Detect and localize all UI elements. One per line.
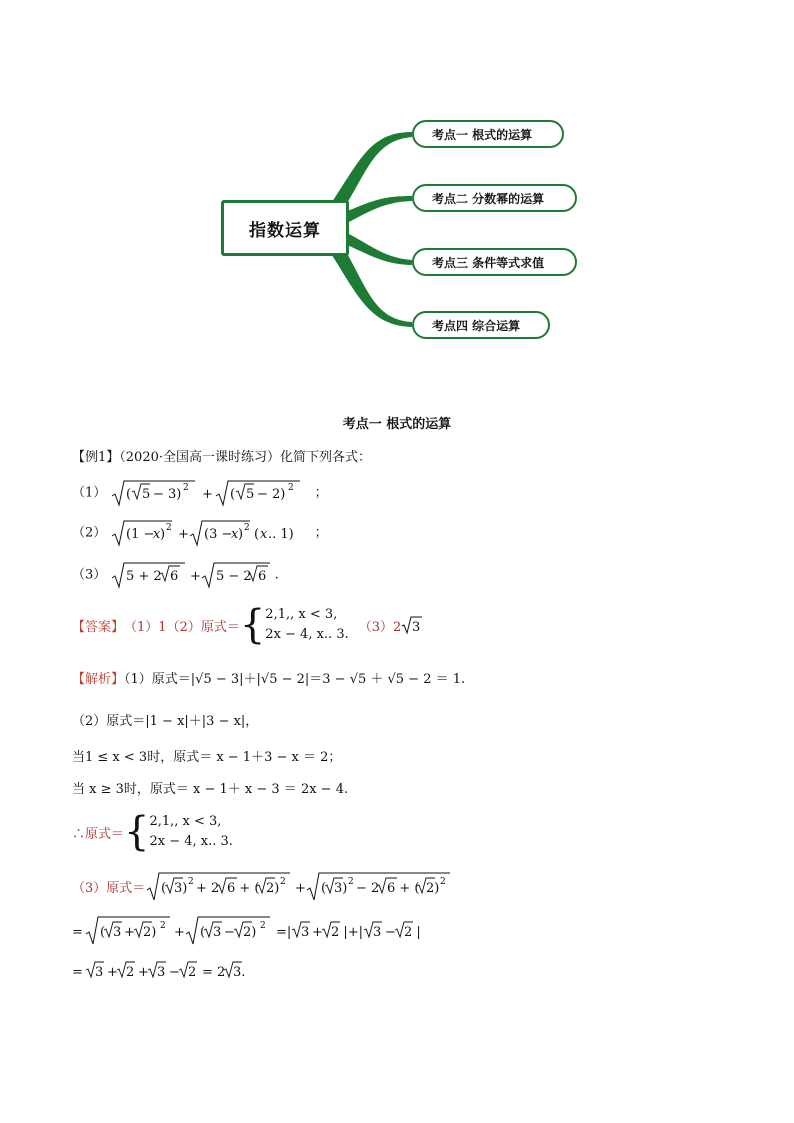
mindmap-connectors <box>0 0 794 400</box>
svg-text:(: ( <box>100 925 106 940</box>
svg-text:2: 2 <box>348 877 355 887</box>
example-item-3 <box>72 560 279 590</box>
solution-line-4: 当 x ≥ 3时，原式＝ x − 1＋ x − 3 ＝ 2x − 4. <box>72 782 349 797</box>
svg-text:5 + 2: 5 + 2 <box>126 569 163 584</box>
radical-expression <box>110 518 310 548</box>
radical-expression <box>110 478 310 508</box>
svg-text:3: 3 <box>373 925 382 940</box>
solution-text: （1）原式＝|√5 − 3|＋|√5 − 2|＝3 − √5 ＋ √5 − 2 ＝ 1. <box>124 672 466 687</box>
radical-expression <box>110 560 270 590</box>
solution-cases <box>149 812 232 852</box>
solution-line-6 <box>72 870 455 902</box>
solution-tag: 【解析】 <box>72 672 125 687</box>
example-item-1 <box>72 478 328 508</box>
svg-text:3: 3 <box>301 925 310 940</box>
svg-text:+: + <box>312 925 323 940</box>
svg-text:+: + <box>190 569 202 584</box>
solution-line-5 <box>72 810 233 854</box>
answer-tag: 【答案】 <box>72 619 125 635</box>
svg-text:2: 2 <box>260 921 266 931</box>
svg-text:(: ( <box>254 527 260 542</box>
answer-line <box>72 603 423 647</box>
svg-text:x: x <box>231 527 239 542</box>
solution-line-2: （2）原式＝|1 − x|＋|3 − x|， <box>72 714 259 729</box>
svg-text:− 2: − 2 <box>356 881 380 896</box>
svg-text:3: 3 <box>95 965 104 980</box>
svg-text:3.: 3. <box>233 965 246 980</box>
svg-text:+: + <box>202 487 214 502</box>
svg-text:6: 6 <box>170 569 179 584</box>
svg-text:x: x <box>153 527 161 542</box>
svg-text:=: = <box>72 925 83 940</box>
svg-text:2 |: 2 | <box>404 925 421 940</box>
svg-text:+: + <box>124 925 135 940</box>
item-number: （2） <box>72 525 107 541</box>
svg-text:+ 2: + 2 <box>196 881 220 896</box>
svg-text:2): 2) <box>426 881 440 896</box>
solution-line-3: 当1 ≤ x < 3时，原式＝ x − 1＋3 − x ＝ 2； <box>72 750 342 765</box>
solution-prefix: （3）原式＝ <box>72 880 146 896</box>
svg-text:(: ( <box>161 881 167 896</box>
svg-text:+: + <box>295 881 307 896</box>
item-tail: . <box>274 567 279 583</box>
solution-line-1 <box>72 668 465 687</box>
svg-text:−: − <box>224 925 235 940</box>
svg-text:(1 −: (1 − <box>126 527 155 542</box>
item-tail: ； <box>314 485 328 501</box>
mindmap-branch-1: 考点一 根式的运算 <box>412 120 564 148</box>
svg-text:(: ( <box>230 487 236 502</box>
section-title: 考点一 根式的运算 <box>342 417 452 432</box>
svg-text:−: − <box>169 965 180 980</box>
example-item-2 <box>72 518 328 548</box>
svg-text:3: 3 <box>113 925 122 940</box>
svg-text:6 + (: 6 + ( <box>387 881 420 896</box>
svg-text:+: + <box>178 527 190 542</box>
mindmap-branch-3: 考点三 条件等式求值 <box>412 248 577 276</box>
example-tag: 【例1】 <box>72 450 120 465</box>
solution-line-8 <box>72 956 292 984</box>
case-line: 2x − 4, x.. 3. <box>265 627 349 642</box>
radical-expression <box>72 956 292 984</box>
brace-icon: { <box>124 809 150 855</box>
svg-text:6: 6 <box>258 569 267 584</box>
item-number: （1） <box>72 485 107 501</box>
svg-text:3: 3 <box>213 925 222 940</box>
svg-text:− 2): − 2) <box>257 487 286 502</box>
svg-text:+: + <box>107 965 118 980</box>
svg-text:= 2: = 2 <box>202 965 226 980</box>
case-line: 2,1,, x < 3, <box>265 607 338 622</box>
svg-text:−: − <box>385 925 396 940</box>
answer-part3: （3）2 <box>358 619 402 635</box>
svg-text:(3 −: (3 − <box>204 527 233 542</box>
svg-text:2): 2) <box>266 881 280 896</box>
svg-text:2: 2 <box>183 483 190 493</box>
svg-text:3): 3) <box>174 881 188 896</box>
svg-text:+: + <box>138 965 149 980</box>
answer-cases <box>265 605 348 645</box>
svg-text:): ) <box>160 527 166 542</box>
svg-text:2: 2 <box>188 877 195 887</box>
svg-text:.. 1): .. 1) <box>268 527 295 542</box>
mindmap-branch-2: 考点二 分数幂的运算 <box>412 184 577 212</box>
brace-icon: { <box>239 602 266 648</box>
svg-text:5 − 2: 5 − 2 <box>216 569 253 584</box>
case-line: 2x − 4, x.. 3. <box>149 834 233 849</box>
svg-text:x: x <box>260 527 268 542</box>
svg-text:=: = <box>72 965 83 980</box>
svg-text:5: 5 <box>246 487 255 502</box>
solution-line-7 <box>72 914 442 946</box>
svg-text:3): 3) <box>334 881 348 896</box>
svg-text:+: + <box>174 925 185 940</box>
svg-text:2: 2 <box>244 523 251 533</box>
svg-text:(: ( <box>321 881 327 896</box>
item-number: （3） <box>72 567 107 583</box>
case-line: 2,1,, x < 3, <box>149 814 222 829</box>
svg-text:− 3): − 3) <box>153 487 182 502</box>
svg-text:2: 2 <box>160 921 166 931</box>
svg-text:2: 2 <box>166 523 173 533</box>
svg-text:6 + (: 6 + ( <box>227 881 260 896</box>
radical-expression <box>72 914 442 946</box>
solution-prefix: ∴原式＝ <box>72 826 125 842</box>
svg-text:2: 2 <box>280 877 287 887</box>
svg-text:2: 2 <box>188 965 197 980</box>
svg-text:2: 2 <box>126 965 135 980</box>
mindmap-center: 指数运算 <box>221 200 349 256</box>
answer-part1: （1）1（2）原式＝ <box>124 619 240 635</box>
svg-text:2: 2 <box>440 877 447 887</box>
svg-text:3: 3 <box>412 620 421 635</box>
item-tail: ； <box>314 525 328 541</box>
svg-text:(: ( <box>200 925 206 940</box>
svg-text:2): 2) <box>143 925 157 940</box>
svg-text:): ) <box>238 527 244 542</box>
example-heading <box>72 446 371 465</box>
svg-text:3: 3 <box>157 965 166 980</box>
svg-text:=|: =| <box>276 925 292 940</box>
svg-text:(: ( <box>126 487 132 502</box>
sqrt3-symbol <box>401 614 423 636</box>
svg-text:2: 2 <box>288 483 295 493</box>
radical-expression <box>145 870 455 902</box>
example-source: （2020·全国高一课时练习）化简下列各式： <box>119 450 371 465</box>
mindmap-branch-4: 考点四 综合运算 <box>412 311 550 339</box>
svg-text:5: 5 <box>142 487 151 502</box>
svg-text:2): 2) <box>243 925 257 940</box>
svg-text:2 |+|: 2 |+| <box>331 925 364 940</box>
